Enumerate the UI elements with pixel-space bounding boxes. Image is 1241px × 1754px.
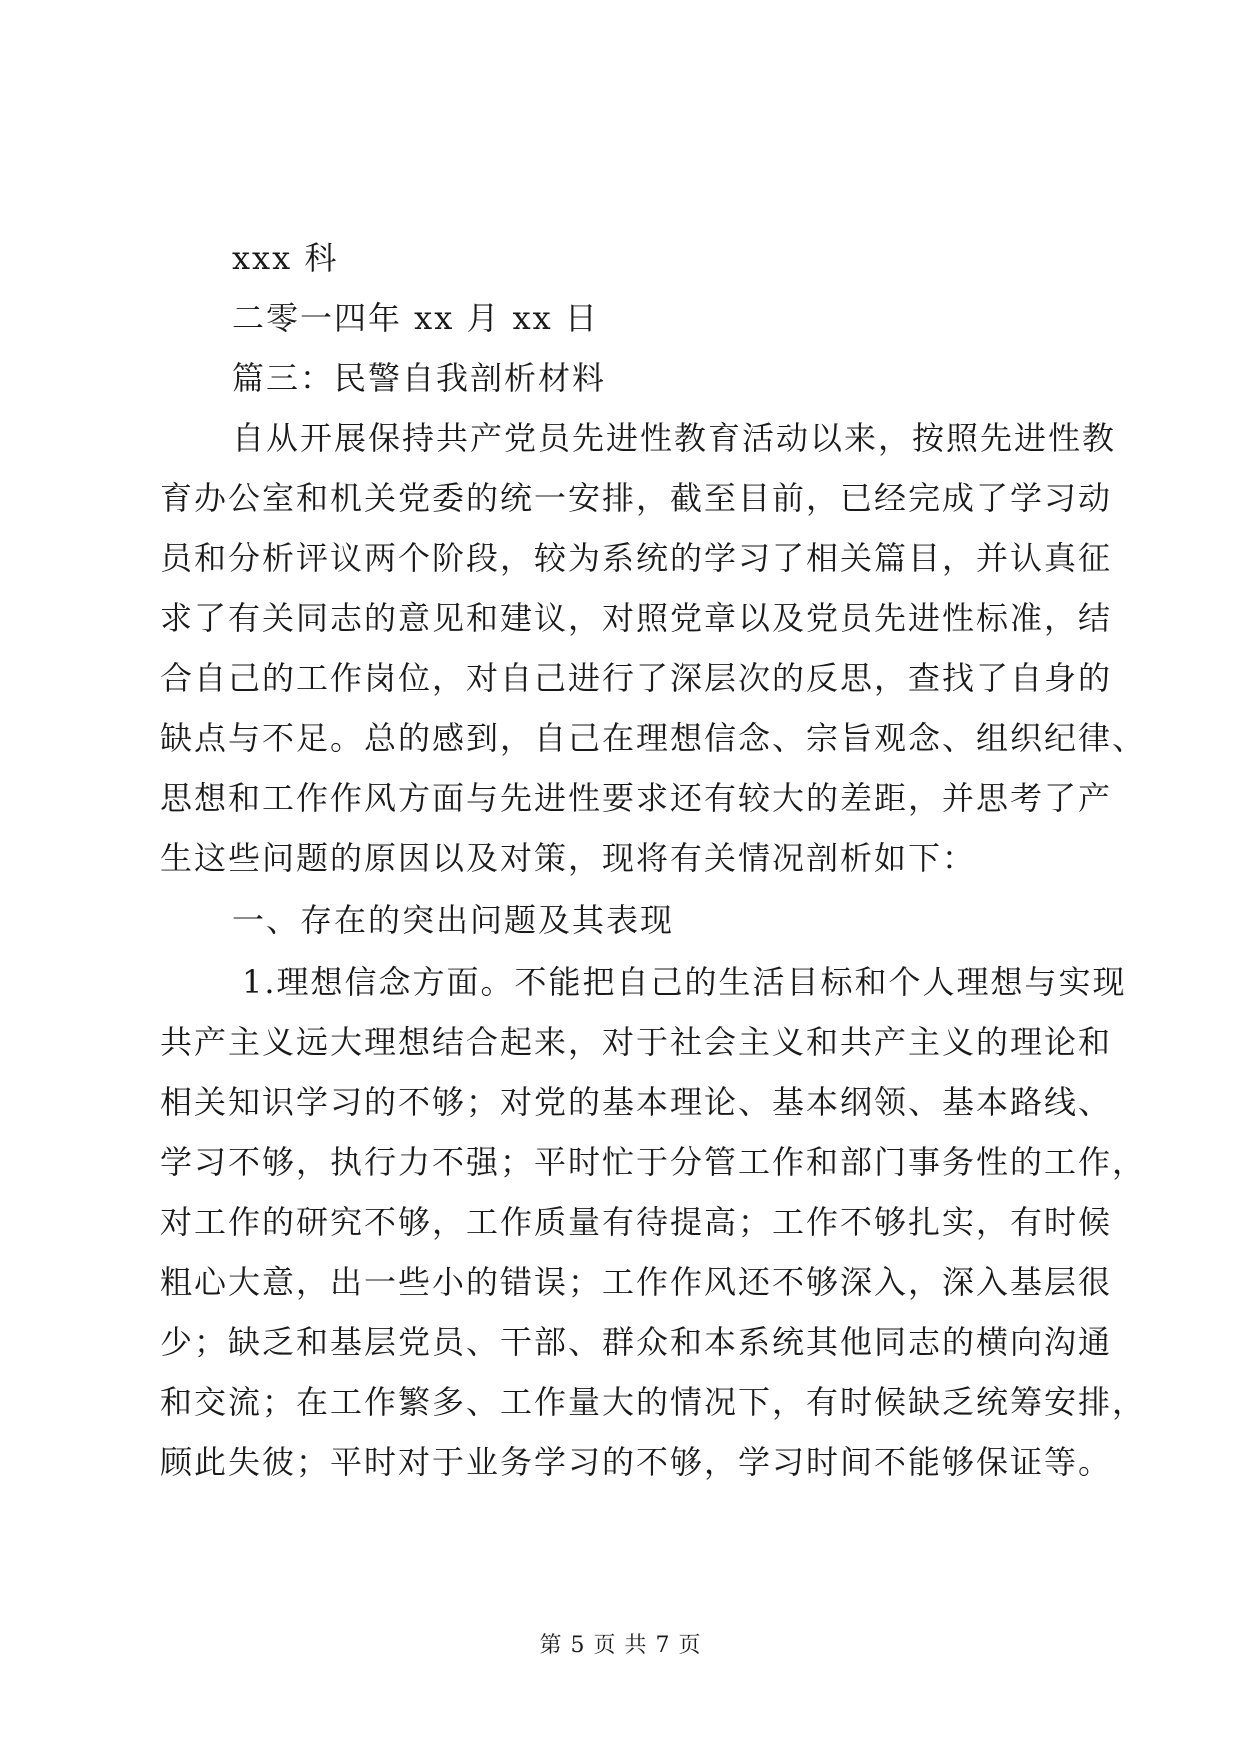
paragraph-line: 思想和工作作风方面与先进性要求还有较大的差距，并思考了产 (160, 779, 1113, 817)
section-title: 篇三：民警自我剖析材料 (232, 359, 607, 397)
paragraph-line: 学习不够，执行力不强；平时忙于分管工作和部门事务性的工作， (160, 1143, 1147, 1181)
paragraph-line: 和交流；在工作繁多、工作量大的情况下，有时候缺乏统筹安排， (160, 1383, 1147, 1421)
paragraph-line: 共产主义远大理想结合起来，对于社会主义和共产主义的理论和 (160, 1023, 1113, 1061)
paragraph-line: 自从开展保持共产党员先进性教育活动以来，按照先进性教 (232, 419, 1117, 457)
paragraph-line: 粗心大意，出一些小的错误；工作作风还不够深入，深入基层很 (160, 1263, 1113, 1301)
paragraph-line: 缺点与不足。总的感到，自己在理想信念、宗旨观念、组织纪律、 (160, 719, 1147, 757)
paragraph-line: 相关知识学习的不够；对党的基本理论、基本纲领、基本路线、 (160, 1083, 1113, 1121)
date-line: 二零一四年 xx 月 xx 日 (232, 299, 599, 337)
paragraph-line: 合自己的工作岗位，对自己进行了深层次的反思，查找了自身的 (160, 659, 1113, 697)
paragraph-line: 顾此失彼；平时对于业务学习的不够，学习时间不能够保证等。 (160, 1443, 1113, 1481)
signature-line: xxx 科 (232, 239, 339, 277)
page-footer: 第 5 页 共 7 页 (539, 1633, 702, 1658)
paragraph-line: 1.理想信念方面。不能把自己的生活目标和个人理想与实现 (242, 963, 1127, 1001)
paragraph-line: 对工作的研究不够，工作质量有待提高；工作不够扎实，有时候 (160, 1203, 1113, 1241)
paragraph-line: 少；缺乏和基层党员、干部、群众和本系统其他同志的横向沟通 (160, 1323, 1113, 1361)
paragraph-line: 生这些问题的原因以及对策，现将有关情况剖析如下： (160, 839, 977, 877)
paragraph-line: 育办公室和机关党委的统一安排，截至目前，已经完成了学习动 (160, 479, 1113, 517)
paragraph-line: 求了有关同志的意见和建议，对照党章以及党员先进性标准，结 (160, 599, 1113, 637)
paragraph-line: 员和分析评议两个阶段，较为系统的学习了相关篇目，并认真征 (160, 539, 1113, 577)
heading-problems: 一、存在的突出问题及其表现 (232, 901, 675, 939)
